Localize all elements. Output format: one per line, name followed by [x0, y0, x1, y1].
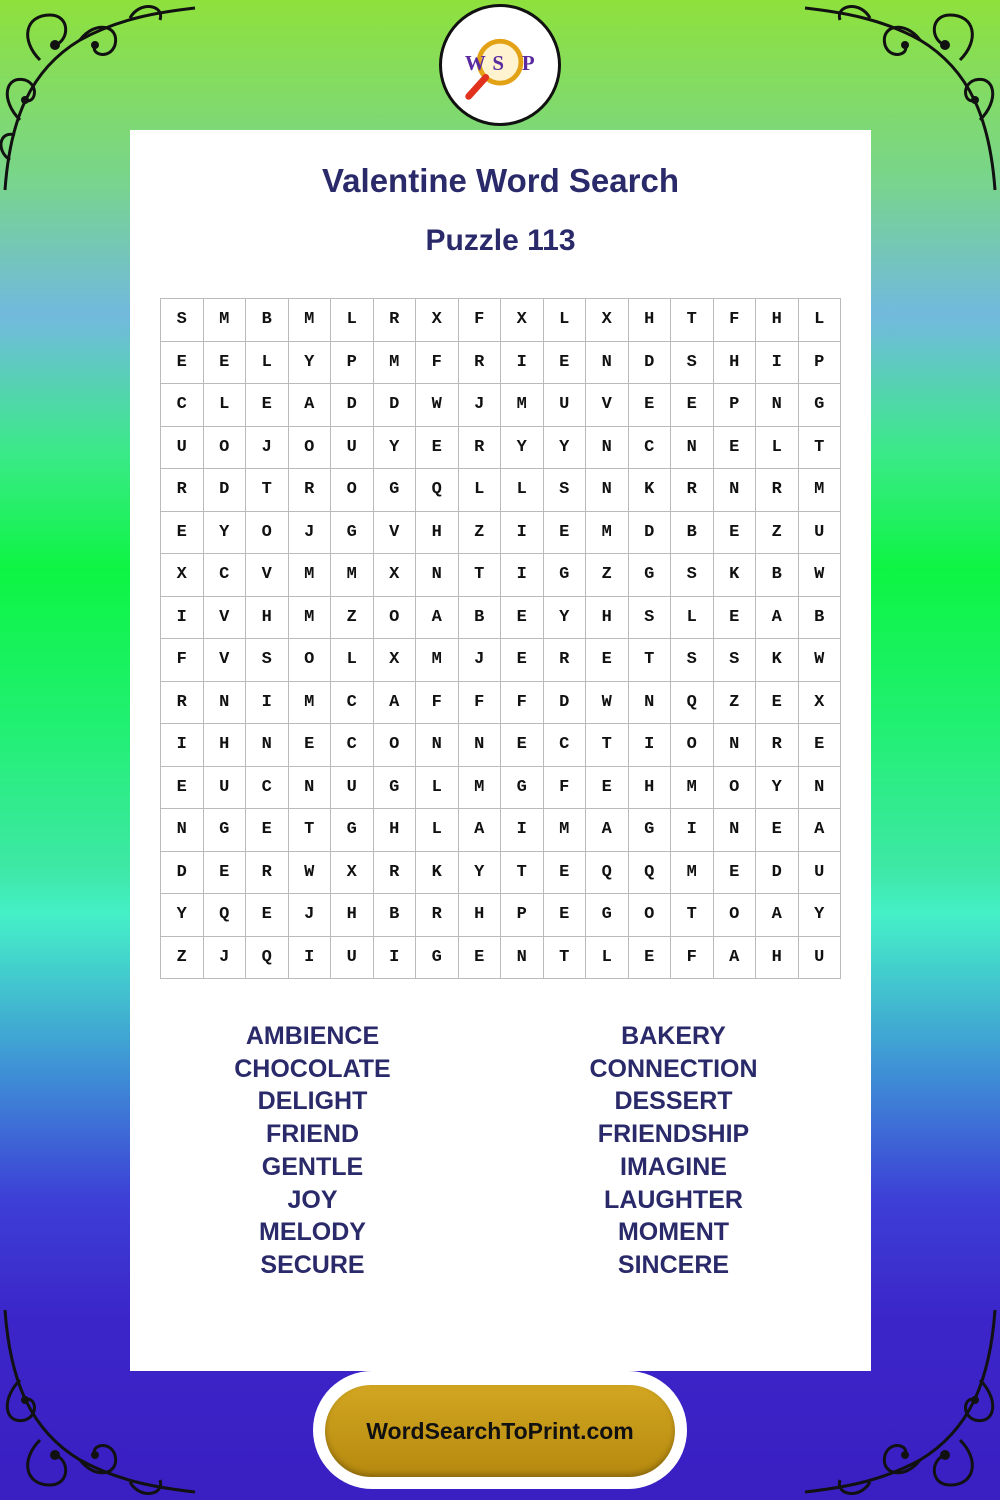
- grid-cell[interactable]: N: [714, 469, 757, 512]
- grid-cell[interactable]: E: [416, 427, 459, 470]
- grid-cell[interactable]: N: [416, 724, 459, 767]
- word-item: CHOCOLATE: [234, 1054, 391, 1083]
- grid-cell[interactable]: Q: [416, 469, 459, 512]
- grid-cell[interactable]: R: [374, 852, 417, 895]
- grid-cell[interactable]: N: [799, 767, 842, 810]
- grid-cell[interactable]: J: [459, 384, 502, 427]
- grid-cell[interactable]: H: [204, 724, 247, 767]
- grid-cell[interactable]: W: [799, 554, 842, 597]
- grid-cell[interactable]: T: [629, 639, 672, 682]
- grid-cell[interactable]: E: [544, 342, 587, 385]
- grid-cell[interactable]: S: [161, 299, 204, 342]
- grid-cell[interactable]: G: [501, 767, 544, 810]
- grid-cell[interactable]: O: [714, 767, 757, 810]
- grid-cell[interactable]: N: [501, 937, 544, 980]
- grid-cell[interactable]: X: [374, 639, 417, 682]
- grid-cell[interactable]: X: [161, 554, 204, 597]
- letter-grid: [160, 298, 841, 979]
- grid-cell[interactable]: O: [204, 427, 247, 470]
- grid-cell[interactable]: C: [204, 554, 247, 597]
- grid-cell[interactable]: I: [161, 724, 204, 767]
- grid-cell[interactable]: L: [799, 299, 842, 342]
- grid-cell[interactable]: Y: [799, 894, 842, 937]
- grid-cell[interactable]: N: [586, 342, 629, 385]
- grid-cell[interactable]: O: [374, 724, 417, 767]
- grid-cell[interactable]: Y: [501, 427, 544, 470]
- grid-cell[interactable]: E: [246, 809, 289, 852]
- grid-cell[interactable]: Z: [714, 682, 757, 725]
- grid-cell[interactable]: E: [756, 809, 799, 852]
- grid-cell[interactable]: N: [714, 724, 757, 767]
- grid-cell[interactable]: G: [544, 554, 587, 597]
- word-item: MELODY: [259, 1218, 366, 1247]
- grid-cell[interactable]: K: [416, 852, 459, 895]
- grid-cell[interactable]: A: [586, 809, 629, 852]
- grid-cell[interactable]: I: [246, 682, 289, 725]
- grid-cell[interactable]: I: [501, 554, 544, 597]
- grid-cell[interactable]: L: [544, 299, 587, 342]
- grid-cell[interactable]: E: [501, 639, 544, 682]
- grid-cell[interactable]: O: [714, 894, 757, 937]
- grid-cell[interactable]: U: [544, 384, 587, 427]
- grid-cell[interactable]: B: [246, 299, 289, 342]
- grid-cell[interactable]: J: [246, 427, 289, 470]
- grid-cell[interactable]: I: [161, 597, 204, 640]
- grid-cell[interactable]: Y: [289, 342, 332, 385]
- grid-cell[interactable]: T: [671, 299, 714, 342]
- grid-cell[interactable]: N: [246, 724, 289, 767]
- grid-cell[interactable]: M: [799, 469, 842, 512]
- grid-cell[interactable]: Z: [331, 597, 374, 640]
- grid-cell[interactable]: T: [799, 427, 842, 470]
- grid-cell[interactable]: N: [756, 384, 799, 427]
- grid-cell[interactable]: U: [331, 767, 374, 810]
- grid-cell[interactable]: C: [331, 682, 374, 725]
- grid-cell[interactable]: L: [416, 767, 459, 810]
- grid-cell[interactable]: Y: [374, 427, 417, 470]
- word-item: SINCERE: [617, 1250, 730, 1279]
- grid-cell[interactable]: A: [756, 894, 799, 937]
- grid-cell[interactable]: M: [289, 682, 332, 725]
- grid-cell[interactable]: Q: [671, 682, 714, 725]
- grid-cell[interactable]: K: [714, 554, 757, 597]
- grid-cell[interactable]: R: [161, 469, 204, 512]
- grid-cell[interactable]: G: [331, 809, 374, 852]
- grid-cell[interactable]: U: [331, 427, 374, 470]
- grid-cell[interactable]: U: [799, 937, 842, 980]
- grid-cell[interactable]: B: [671, 512, 714, 555]
- grid-cell[interactable]: E: [586, 639, 629, 682]
- puzzle-panel: [130, 130, 871, 1371]
- grid-cell[interactable]: G: [374, 767, 417, 810]
- logo: [439, 4, 561, 126]
- grid-cell[interactable]: H: [756, 937, 799, 980]
- word-item: LAUGHTER: [604, 1185, 743, 1214]
- word-list-left: [215, 1020, 410, 1282]
- grid-cell[interactable]: H: [331, 894, 374, 937]
- grid-cell[interactable]: F: [459, 682, 502, 725]
- grid-cell[interactable]: I: [501, 342, 544, 385]
- grid-cell[interactable]: H: [756, 299, 799, 342]
- grid-cell[interactable]: H: [629, 299, 672, 342]
- word-item: FRIENDSHIP: [597, 1120, 750, 1149]
- grid-cell[interactable]: C: [246, 767, 289, 810]
- grid-cell[interactable]: Q: [629, 852, 672, 895]
- grid-cell[interactable]: Z: [161, 937, 204, 980]
- grid-cell[interactable]: E: [204, 342, 247, 385]
- grid-cell[interactable]: P: [501, 894, 544, 937]
- grid-cell[interactable]: D: [629, 512, 672, 555]
- grid-cell[interactable]: R: [756, 469, 799, 512]
- grid-cell[interactable]: E: [501, 597, 544, 640]
- grid-cell[interactable]: E: [161, 767, 204, 810]
- grid-cell[interactable]: R: [544, 639, 587, 682]
- grid-cell[interactable]: I: [501, 809, 544, 852]
- grid-cell[interactable]: R: [246, 852, 289, 895]
- grid-cell[interactable]: E: [799, 724, 842, 767]
- grid-cell[interactable]: E: [544, 512, 587, 555]
- grid-cell[interactable]: A: [714, 937, 757, 980]
- grid-cell[interactable]: F: [161, 639, 204, 682]
- grid-cell[interactable]: Z: [586, 554, 629, 597]
- grid-cell[interactable]: H: [586, 597, 629, 640]
- grid-cell[interactable]: A: [756, 597, 799, 640]
- grid-cell[interactable]: M: [289, 299, 332, 342]
- grid-cell[interactable]: G: [374, 469, 417, 512]
- grid-cell[interactable]: X: [374, 554, 417, 597]
- word-item: FRIEND: [265, 1120, 360, 1149]
- grid-cell[interactable]: N: [289, 767, 332, 810]
- grid-cell[interactable]: R: [459, 342, 502, 385]
- grid-cell[interactable]: X: [416, 299, 459, 342]
- grid-cell[interactable]: U: [161, 427, 204, 470]
- word-item: BAKERY: [621, 1022, 726, 1050]
- grid-cell[interactable]: N: [161, 809, 204, 852]
- grid-cell[interactable]: G: [204, 809, 247, 852]
- grid-cell[interactable]: I: [756, 342, 799, 385]
- grid-cell[interactable]: E: [161, 342, 204, 385]
- grid-cell[interactable]: Y: [544, 427, 587, 470]
- grid-cell[interactable]: J: [289, 512, 332, 555]
- grid-cell[interactable]: R: [756, 724, 799, 767]
- grid-cell[interactable]: A: [374, 682, 417, 725]
- grid-cell[interactable]: F: [416, 682, 459, 725]
- grid-cell[interactable]: I: [501, 512, 544, 555]
- grid-cell[interactable]: L: [246, 342, 289, 385]
- grid-cell[interactable]: A: [459, 809, 502, 852]
- grid-cell[interactable]: Y: [544, 597, 587, 640]
- grid-cell[interactable]: V: [204, 597, 247, 640]
- grid-cell[interactable]: C: [331, 724, 374, 767]
- grid-cell[interactable]: T: [501, 852, 544, 895]
- grid-cell[interactable]: M: [416, 639, 459, 682]
- grid-cell[interactable]: G: [799, 384, 842, 427]
- grid-cell[interactable]: B: [756, 554, 799, 597]
- grid-cell[interactable]: T: [246, 469, 289, 512]
- logo-letter-s: S: [492, 50, 505, 75]
- grid-cell[interactable]: M: [331, 554, 374, 597]
- word-item: GENTLE: [261, 1152, 364, 1181]
- grid-cell[interactable]: E: [714, 512, 757, 555]
- grid-cell[interactable]: E: [246, 894, 289, 937]
- grid-cell[interactable]: V: [246, 554, 289, 597]
- grid-cell[interactable]: X: [501, 299, 544, 342]
- grid-cell[interactable]: D: [204, 469, 247, 512]
- grid-cell[interactable]: G: [331, 512, 374, 555]
- grid-cell[interactable]: D: [374, 384, 417, 427]
- grid-cell[interactable]: E: [501, 724, 544, 767]
- grid-cell[interactable]: E: [714, 597, 757, 640]
- footer-banner: [313, 1371, 687, 1489]
- grid-cell[interactable]: K: [629, 469, 672, 512]
- grid-cell[interactable]: S: [671, 342, 714, 385]
- grid-cell[interactable]: I: [629, 724, 672, 767]
- grid-cell[interactable]: P: [799, 342, 842, 385]
- grid-cell[interactable]: Q: [246, 937, 289, 980]
- grid-cell[interactable]: E: [629, 384, 672, 427]
- page-title: Valentine Word Search: [321, 162, 679, 199]
- grid-cell[interactable]: R: [161, 682, 204, 725]
- grid-cell[interactable]: O: [374, 597, 417, 640]
- word-item: MOMENT: [617, 1218, 730, 1247]
- grid-cell[interactable]: S: [714, 639, 757, 682]
- grid-cell[interactable]: U: [799, 852, 842, 895]
- grid-cell[interactable]: R: [671, 469, 714, 512]
- grid-cell[interactable]: D: [161, 852, 204, 895]
- grid-cell[interactable]: E: [714, 427, 757, 470]
- grid-cell[interactable]: H: [416, 512, 459, 555]
- grid-cell[interactable]: Z: [459, 512, 502, 555]
- grid-cell[interactable]: E: [246, 384, 289, 427]
- grid-cell[interactable]: W: [289, 852, 332, 895]
- grid-cell[interactable]: T: [544, 937, 587, 980]
- grid-cell[interactable]: Z: [756, 512, 799, 555]
- grid-cell[interactable]: S: [671, 639, 714, 682]
- grid-cell[interactable]: U: [331, 937, 374, 980]
- grid-cell[interactable]: J: [459, 639, 502, 682]
- grid-cell[interactable]: E: [289, 724, 332, 767]
- grid-cell[interactable]: X: [799, 682, 842, 725]
- grid-cell[interactable]: M: [544, 809, 587, 852]
- grid-cell[interactable]: J: [289, 894, 332, 937]
- grid-cell[interactable]: S: [629, 597, 672, 640]
- grid-cell[interactable]: L: [756, 427, 799, 470]
- grid-cell[interactable]: M: [671, 852, 714, 895]
- grid-cell[interactable]: H: [714, 342, 757, 385]
- grid-cell[interactable]: F: [501, 682, 544, 725]
- grid-cell[interactable]: H: [374, 809, 417, 852]
- grid-cell[interactable]: E: [629, 937, 672, 980]
- grid-cell[interactable]: G: [629, 809, 672, 852]
- grid-cell[interactable]: L: [501, 469, 544, 512]
- grid-cell[interactable]: A: [289, 384, 332, 427]
- grid-cell[interactable]: D: [756, 852, 799, 895]
- grid-cell[interactable]: V: [204, 639, 247, 682]
- grid-cell[interactable]: D: [629, 342, 672, 385]
- grid-cell[interactable]: T: [459, 554, 502, 597]
- grid-cell[interactable]: L: [331, 639, 374, 682]
- grid-cell[interactable]: L: [204, 384, 247, 427]
- grid-cell[interactable]: M: [459, 767, 502, 810]
- grid-cell[interactable]: B: [374, 894, 417, 937]
- grid-cell[interactable]: Q: [204, 894, 247, 937]
- grid-cell[interactable]: Y: [204, 512, 247, 555]
- grid-cell[interactable]: F: [544, 767, 587, 810]
- grid-cell[interactable]: D: [331, 384, 374, 427]
- grid-cell[interactable]: F: [416, 342, 459, 385]
- grid-cell[interactable]: T: [289, 809, 332, 852]
- grid-cell[interactable]: N: [204, 682, 247, 725]
- grid-cell[interactable]: T: [586, 724, 629, 767]
- grid-cell[interactable]: E: [544, 894, 587, 937]
- grid-cell[interactable]: F: [714, 299, 757, 342]
- grid-cell[interactable]: W: [416, 384, 459, 427]
- grid-cell[interactable]: Y: [459, 852, 502, 895]
- grid-cell[interactable]: R: [374, 299, 417, 342]
- grid-cell[interactable]: N: [416, 554, 459, 597]
- grid-cell[interactable]: F: [459, 299, 502, 342]
- grid-cell[interactable]: N: [586, 427, 629, 470]
- grid-cell[interactable]: A: [416, 597, 459, 640]
- grid-cell[interactable]: N: [459, 724, 502, 767]
- grid-cell[interactable]: H: [459, 894, 502, 937]
- grid-cell[interactable]: N: [586, 469, 629, 512]
- grid-cell[interactable]: K: [756, 639, 799, 682]
- grid-cell[interactable]: V: [586, 384, 629, 427]
- grid-cell[interactable]: E: [459, 937, 502, 980]
- grid-cell[interactable]: E: [671, 384, 714, 427]
- grid-cell[interactable]: H: [246, 597, 289, 640]
- grid-cell[interactable]: C: [161, 384, 204, 427]
- word-item: DELIGHT: [257, 1087, 368, 1116]
- grid-cell[interactable]: M: [289, 597, 332, 640]
- grid-cell[interactable]: D: [544, 682, 587, 725]
- grid-cell[interactable]: X: [331, 852, 374, 895]
- footer-button[interactable]: [325, 1385, 675, 1477]
- word-item: DESSERT: [614, 1087, 733, 1116]
- grid-cell[interactable]: N: [629, 682, 672, 725]
- grid-cell[interactable]: U: [204, 767, 247, 810]
- word-list: [130, 1020, 871, 1282]
- grid-cell[interactable]: E: [714, 852, 757, 895]
- grid-cell[interactable]: M: [289, 554, 332, 597]
- grid-cell[interactable]: R: [459, 427, 502, 470]
- puzzle-number: Puzzle 113: [425, 224, 576, 257]
- grid-cell[interactable]: S: [671, 554, 714, 597]
- grid-cell[interactable]: X: [586, 299, 629, 342]
- grid-cell[interactable]: G: [629, 554, 672, 597]
- grid-cell[interactable]: L: [586, 937, 629, 980]
- grid-cell[interactable]: E: [161, 512, 204, 555]
- grid-cell[interactable]: H: [629, 767, 672, 810]
- grid-cell[interactable]: R: [416, 894, 459, 937]
- grid-cell[interactable]: E: [544, 852, 587, 895]
- word-item: IMAGINE: [620, 1152, 727, 1181]
- grid-cell[interactable]: O: [671, 724, 714, 767]
- grid-cell[interactable]: I: [289, 937, 332, 980]
- grid-cell[interactable]: G: [586, 894, 629, 937]
- word-item: AMBIENCE: [245, 1022, 380, 1050]
- grid-cell[interactable]: W: [799, 639, 842, 682]
- footer-site-text: WordSearchToPrint.com: [366, 1417, 634, 1444]
- grid-cell[interactable]: L: [671, 597, 714, 640]
- grid-cell[interactable]: O: [289, 427, 332, 470]
- word-list-right: [571, 1020, 776, 1282]
- grid-cell[interactable]: S: [544, 469, 587, 512]
- grid-cell[interactable]: M: [374, 342, 417, 385]
- grid-cell[interactable]: A: [799, 809, 842, 852]
- grid-cell[interactable]: S: [246, 639, 289, 682]
- grid-cell[interactable]: C: [629, 427, 672, 470]
- grid-cell[interactable]: Q: [586, 852, 629, 895]
- grid-cell[interactable]: L: [416, 809, 459, 852]
- grid-cell[interactable]: I: [671, 809, 714, 852]
- grid-cell[interactable]: O: [246, 512, 289, 555]
- grid-cell[interactable]: L: [331, 299, 374, 342]
- grid-cell[interactable]: O: [629, 894, 672, 937]
- grid-cell[interactable]: C: [544, 724, 587, 767]
- logo-letter-w: W: [464, 50, 486, 75]
- grid-cell[interactable]: F: [671, 937, 714, 980]
- grid-cell[interactable]: O: [331, 469, 374, 512]
- grid-cell[interactable]: B: [799, 597, 842, 640]
- grid-cell[interactable]: M: [671, 767, 714, 810]
- grid-cell[interactable]: P: [714, 384, 757, 427]
- grid-cell[interactable]: I: [374, 937, 417, 980]
- grid-cell[interactable]: E: [586, 767, 629, 810]
- grid-cell[interactable]: T: [671, 894, 714, 937]
- grid-cell[interactable]: O: [289, 639, 332, 682]
- grid-cell[interactable]: Y: [756, 767, 799, 810]
- grid-cell[interactable]: M: [501, 384, 544, 427]
- grid-cell[interactable]: U: [799, 512, 842, 555]
- grid-cell[interactable]: E: [756, 682, 799, 725]
- grid-cell[interactable]: J: [204, 937, 247, 980]
- grid-cell[interactable]: W: [586, 682, 629, 725]
- magnifier-handle-icon: [469, 77, 486, 96]
- logo-letter-p: P: [521, 50, 535, 75]
- word-item: CONNECTION: [589, 1054, 758, 1083]
- grid-cell[interactable]: P: [331, 342, 374, 385]
- grid-cell[interactable]: Y: [161, 894, 204, 937]
- grid-cell[interactable]: V: [374, 512, 417, 555]
- grid-cell[interactable]: E: [204, 852, 247, 895]
- grid-cell[interactable]: L: [459, 469, 502, 512]
- grid-cell[interactable]: M: [586, 512, 629, 555]
- grid-cell[interactable]: G: [416, 937, 459, 980]
- grid-cell[interactable]: B: [459, 597, 502, 640]
- word-item: JOY: [287, 1185, 338, 1214]
- grid-cell[interactable]: N: [714, 809, 757, 852]
- grid-cell[interactable]: N: [671, 427, 714, 470]
- word-item: SECURE: [260, 1250, 365, 1279]
- grid-cell[interactable]: M: [204, 299, 247, 342]
- grid-cell[interactable]: R: [289, 469, 332, 512]
